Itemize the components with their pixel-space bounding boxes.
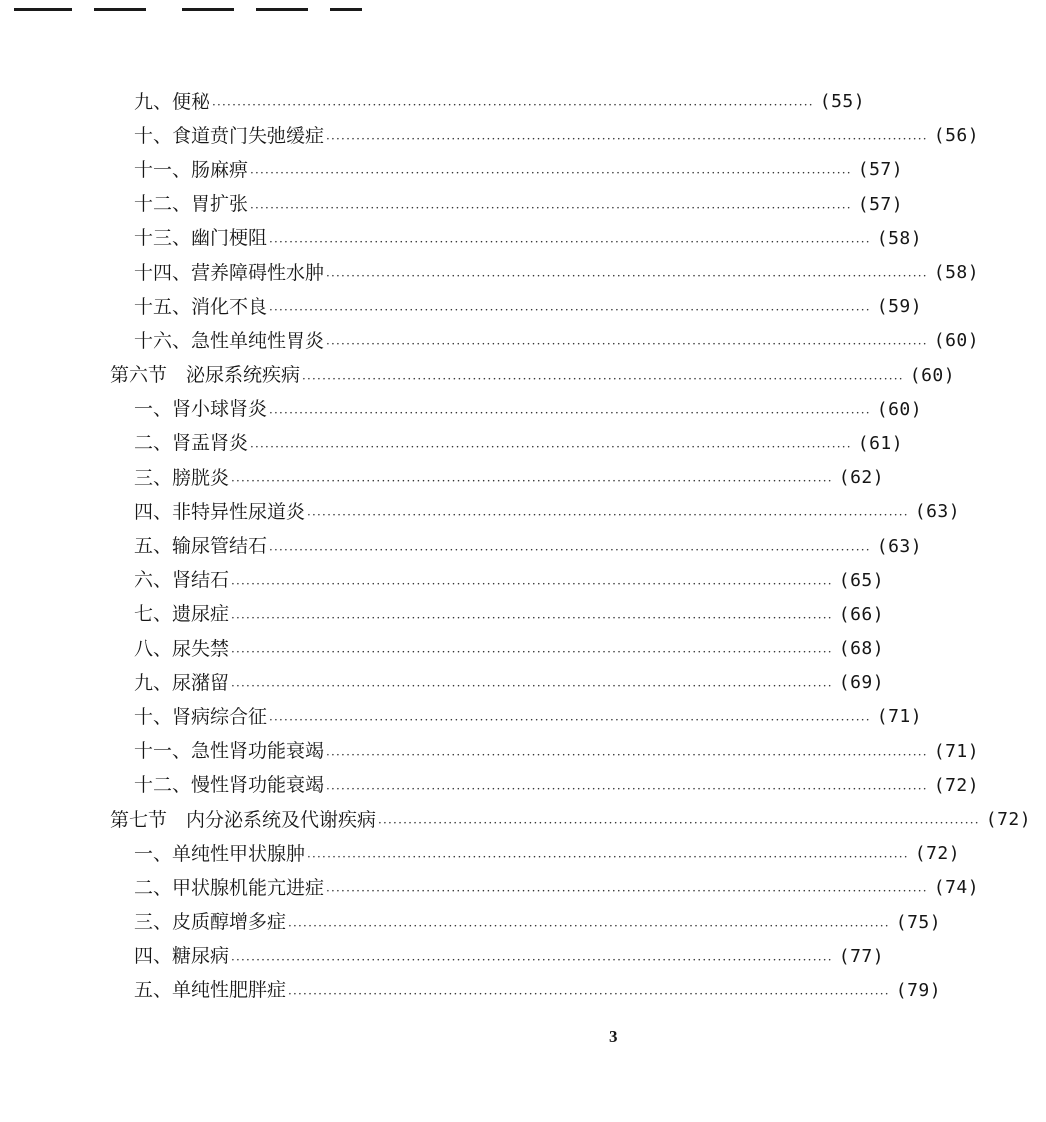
rule-segment	[182, 8, 234, 11]
dot-leader: ························································································································	[231, 679, 833, 694]
entry-title: 十五、消化不良	[134, 295, 268, 318]
entry-title: 十一、肠麻痹	[134, 158, 249, 181]
dot-leader: ························································································································	[231, 952, 833, 967]
dot-leader: ························································································································	[326, 747, 928, 762]
toc-entry	[0, 393, 923, 427]
toc-entry	[0, 256, 980, 290]
entry-page-number: (60)	[876, 398, 923, 420]
entry-title: 第七节 内分泌系统及代谢疾病	[110, 808, 377, 831]
toc-entry	[0, 119, 980, 153]
entry-page-number: (57)	[857, 159, 904, 181]
entry-page-number: (60)	[909, 364, 956, 386]
entry-page-number: (72)	[933, 774, 980, 796]
toc-entry	[0, 427, 904, 461]
dot-leader: ························································································································	[302, 371, 904, 386]
dot-leader: ························································································································	[326, 269, 928, 284]
entry-page-number: (66)	[838, 603, 885, 625]
entry-title: 第六节 泌尿系统疾病	[110, 364, 301, 387]
entry-title: 五、输尿管结石	[134, 535, 268, 558]
entry-page-number: (69)	[838, 672, 885, 694]
toc-entry	[0, 222, 923, 256]
entry-title: 九、便秘	[134, 90, 211, 113]
entry-page-number: (77)	[838, 945, 885, 967]
toc-entry	[0, 495, 961, 529]
dot-leader: ························································································································	[212, 98, 814, 113]
entry-title: 三、皮质醇增多症	[134, 911, 287, 934]
rule-segment	[330, 8, 362, 11]
entry-page-number: (72)	[914, 843, 961, 865]
toc-entry	[0, 461, 885, 495]
entry-title: 八、尿失禁	[134, 637, 230, 660]
toc-entry	[0, 974, 942, 1008]
toc-entry	[0, 769, 980, 803]
entry-page-number: (79)	[895, 979, 942, 1001]
toc-entry	[0, 188, 904, 222]
table-of-contents	[0, 85, 1032, 1008]
rule-segment	[14, 8, 72, 11]
dot-leader: ························································································································	[269, 234, 871, 249]
entry-title: 一、肾小球肾炎	[134, 398, 268, 421]
dot-leader: ························································································································	[326, 132, 928, 147]
dot-leader: ························································································································	[269, 542, 871, 557]
toc-entry	[0, 290, 923, 324]
top-rules	[0, 0, 803, 14]
toc-entry	[0, 324, 980, 358]
entry-page-number: (68)	[838, 638, 885, 660]
dot-leader: ························································································································	[250, 200, 852, 215]
entry-page-number: (71)	[876, 706, 923, 728]
entry-title: 四、糖尿病	[134, 945, 230, 968]
dot-leader: ························································································································	[326, 884, 928, 899]
dot-leader: ························································································································	[326, 781, 928, 796]
entry-title: 九、尿潴留	[134, 671, 230, 694]
entry-page-number: (75)	[895, 911, 942, 933]
entry-title: 七、遗尿症	[134, 603, 230, 626]
entry-page-number: (59)	[876, 296, 923, 318]
entry-title: 一、单纯性甲状腺肿	[134, 842, 306, 865]
entry-page-number: (62)	[838, 467, 885, 489]
entry-page-number: (63)	[876, 535, 923, 557]
entry-title: 十四、营养障碍性水肿	[134, 261, 325, 284]
entry-title: 三、膀胱炎	[134, 466, 230, 489]
toc-entry	[0, 598, 885, 632]
toc-entry	[0, 666, 885, 700]
entry-title: 十一、急性肾功能衰竭	[134, 740, 325, 763]
entry-page-number: (63)	[914, 501, 961, 523]
toc-entry	[0, 529, 923, 563]
page-number: 3	[609, 1027, 618, 1046]
dot-leader: ························································································································	[307, 850, 909, 865]
dot-leader: ························································································································	[231, 576, 833, 591]
entry-title: 十三、幽门梗阻	[134, 227, 268, 250]
entry-page-number: (58)	[876, 227, 923, 249]
entry-title: 四、非特异性尿道炎	[134, 500, 306, 523]
entry-title: 二、肾盂肾炎	[134, 432, 249, 455]
entry-title: 十、肾病综合征	[134, 705, 268, 728]
entry-page-number: (60)	[933, 330, 980, 352]
toc-entry	[0, 700, 923, 734]
dot-leader: ························································································································	[269, 405, 871, 420]
toc-entry	[0, 85, 866, 119]
entry-page-number: (74)	[933, 877, 980, 899]
toc-entry	[0, 735, 980, 769]
dot-leader: ························································································································	[250, 439, 852, 454]
entry-title: 十二、胃扩张	[134, 193, 249, 216]
dot-leader: ························································································································	[288, 986, 890, 1001]
entry-page-number: (56)	[933, 125, 980, 147]
dot-leader: ························································································································	[231, 474, 833, 489]
dot-leader: ························································································································	[250, 166, 852, 181]
dot-leader: ························································································································	[269, 303, 871, 318]
dot-leader: ························································································································	[326, 337, 928, 352]
entry-page-number: (72)	[985, 809, 1032, 831]
dot-leader: ························································································································	[288, 918, 890, 933]
toc-entry	[0, 837, 961, 871]
entry-title: 十二、慢性肾功能衰竭	[134, 774, 325, 797]
entry-page-number: (65)	[838, 569, 885, 591]
entry-page-number: (57)	[857, 193, 904, 215]
toc-section	[0, 803, 1032, 837]
toc-entry	[0, 940, 885, 974]
entry-title: 六、肾结石	[134, 569, 230, 592]
entry-title: 二、甲状腺机能亢进症	[134, 876, 325, 899]
toc-entry	[0, 564, 885, 598]
toc-section	[0, 359, 956, 393]
toc-entry	[0, 153, 904, 187]
rule-segment	[94, 8, 146, 11]
toc-entry	[0, 906, 942, 940]
entry-page-number: (55)	[819, 91, 866, 113]
dot-leader: ························································································································	[231, 610, 833, 625]
dot-leader: ························································································································	[307, 508, 909, 523]
toc-entry	[0, 871, 980, 905]
entry-title: 十六、急性单纯性胃炎	[134, 329, 325, 352]
entry-page-number: (58)	[933, 262, 980, 284]
dot-leader: ························································································································	[378, 816, 980, 831]
dot-leader: ························································································································	[269, 713, 871, 728]
entry-title: 十、食道贲门失弛缓症	[134, 124, 325, 147]
entry-page-number: (71)	[933, 740, 980, 762]
entry-title: 五、单纯性肥胖症	[134, 979, 287, 1002]
entry-page-number: (61)	[857, 432, 904, 454]
rule-segment	[256, 8, 308, 11]
toc-entry	[0, 632, 885, 666]
dot-leader: ························································································································	[231, 645, 833, 660]
